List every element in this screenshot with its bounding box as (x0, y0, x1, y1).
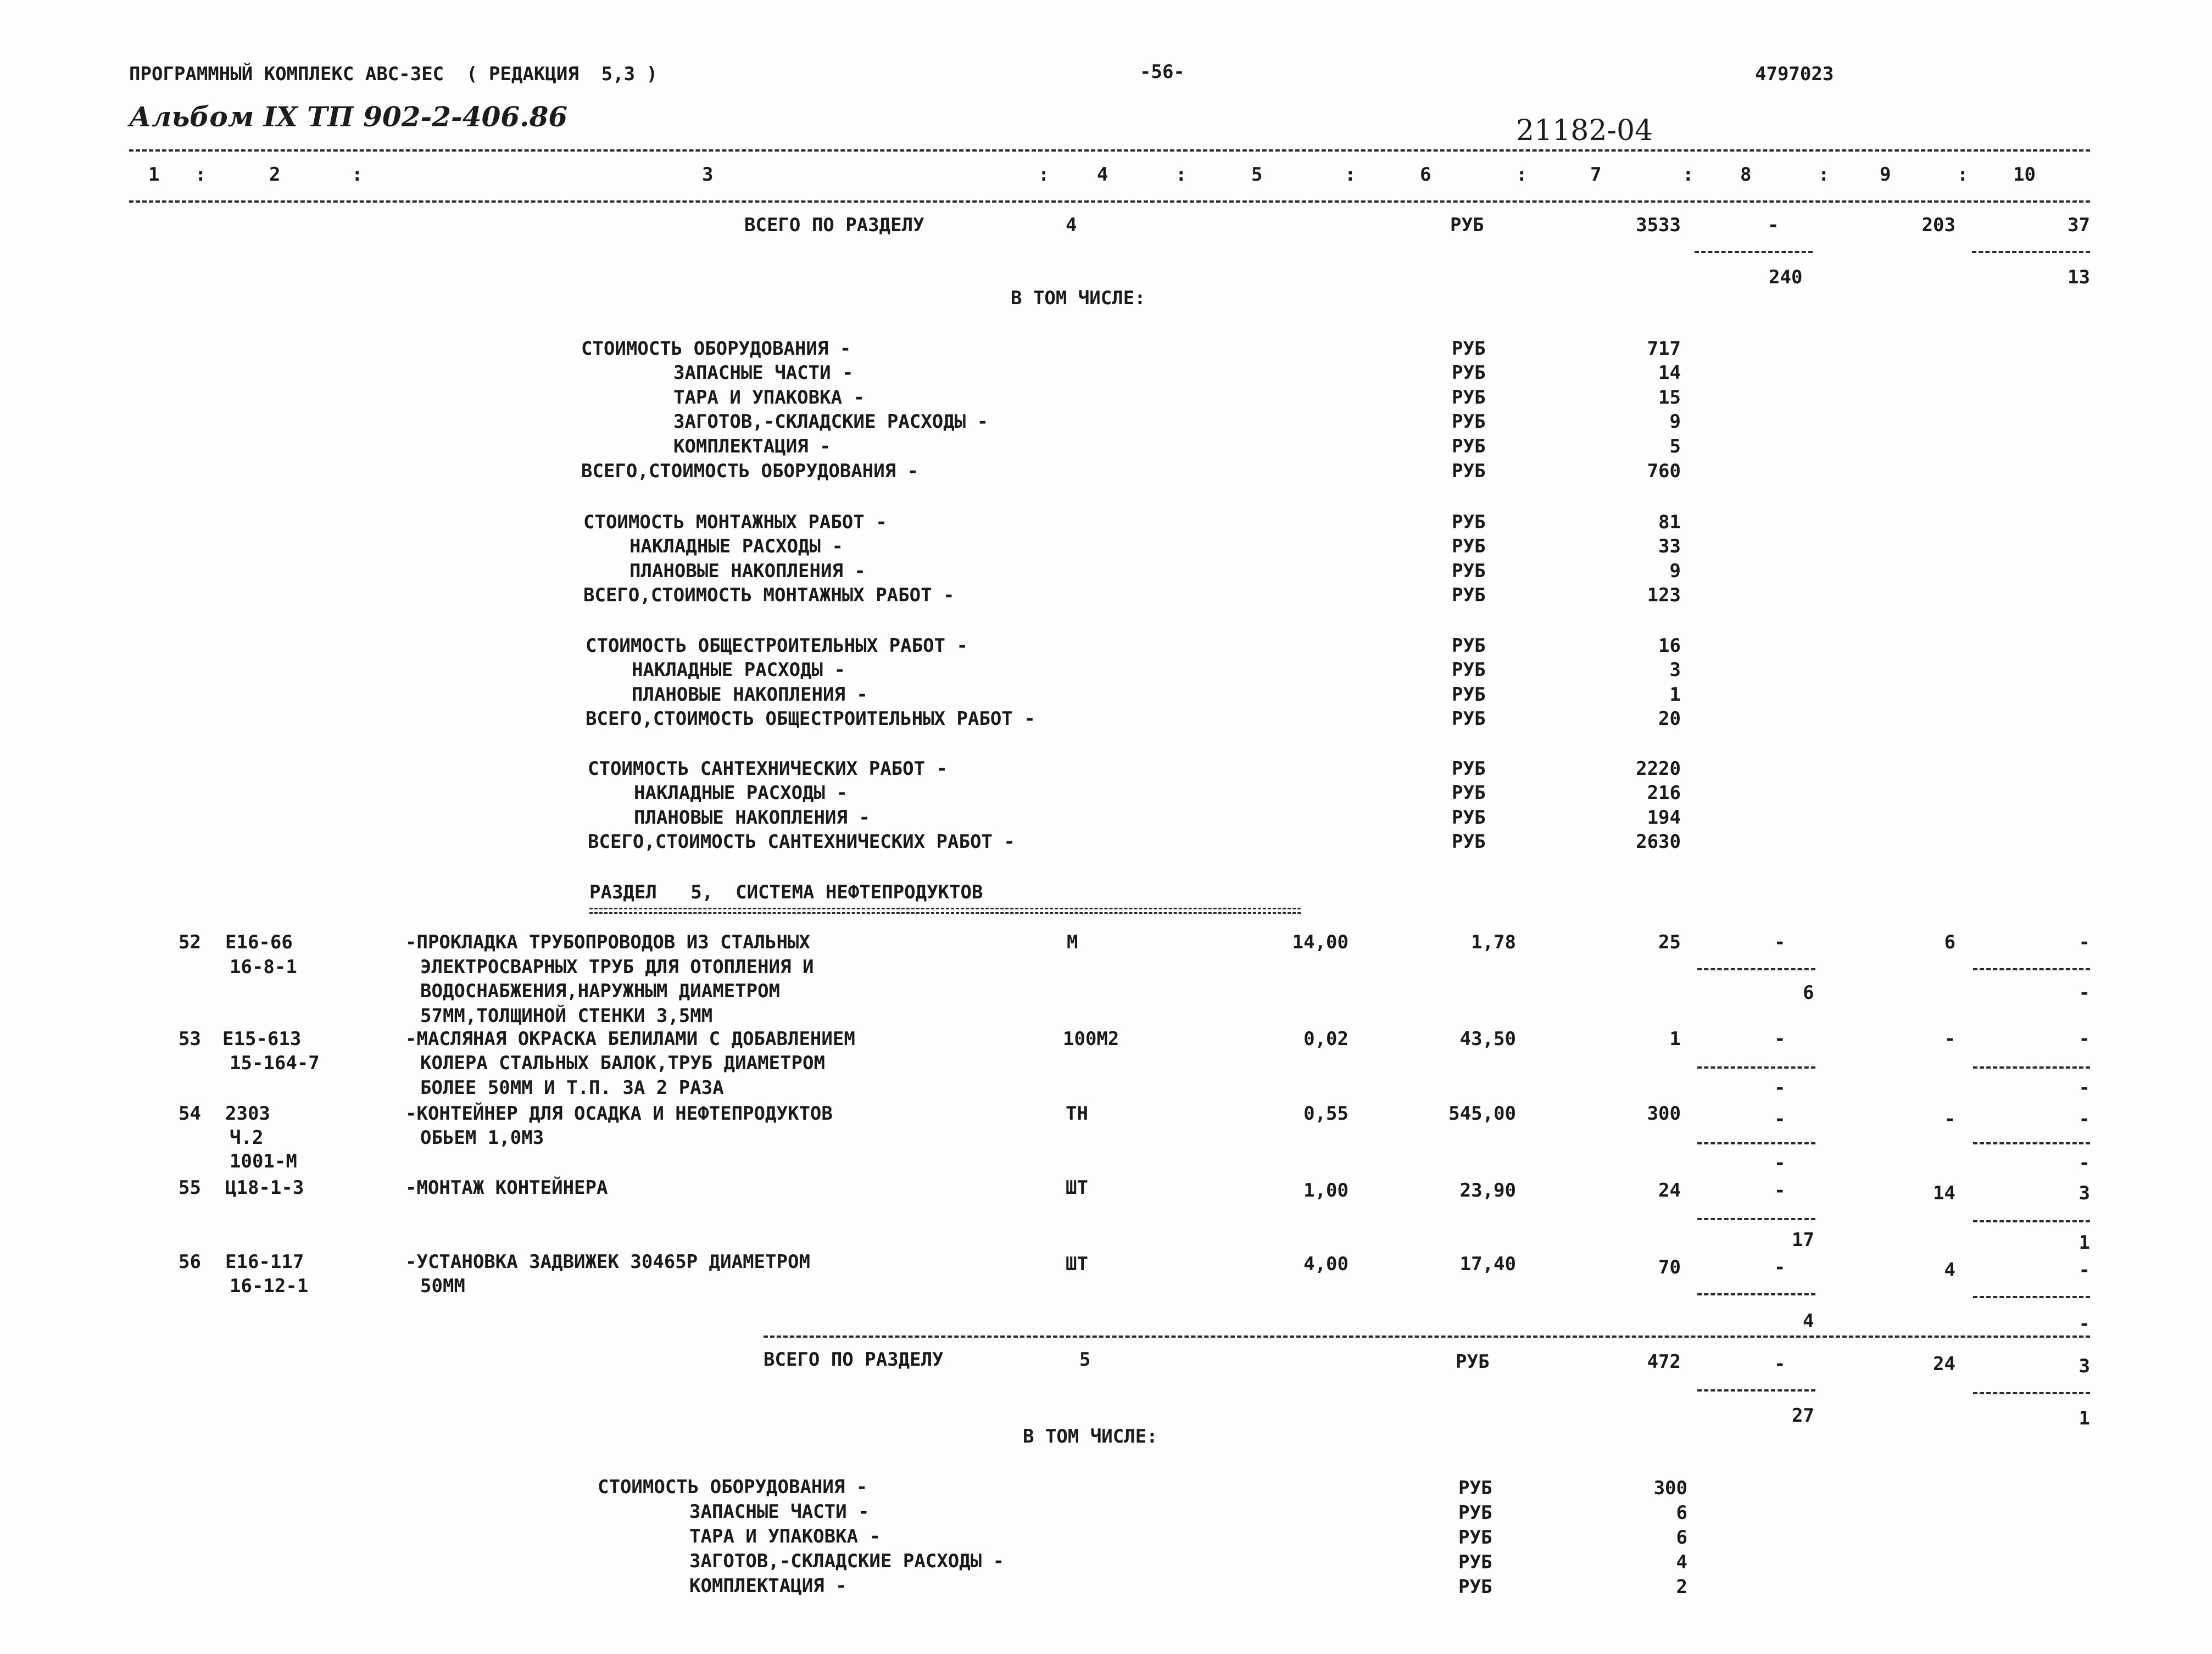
breakdown-value: 6 (1676, 1502, 1687, 1524)
total-c10-top: 3 (2079, 1355, 2090, 1377)
breakdown-label: ПЛАНОВЫЕ НАКОПЛЕНИЯ - (634, 807, 870, 829)
breakdown-unit: РУБ (1452, 659, 1486, 681)
item-description: ВОДОСНАБЖЕНИЯ,НАРУЖНЫМ ДИАМЕТРОМ (420, 980, 781, 1002)
item-number: 52 (179, 931, 201, 953)
item-c9: 6 (1944, 931, 1955, 953)
item-c8-top: - (1774, 1180, 1786, 1202)
item-description: ОБЬЕМ 1,0М3 (420, 1127, 544, 1149)
breakdown-unit: РУБ (1452, 511, 1486, 533)
breakdown-value: 16 (1658, 635, 1681, 657)
breakdown-unit: РУБ (1452, 782, 1486, 804)
c8-rule (1697, 1142, 1815, 1144)
c8-rule (1697, 1066, 1815, 1069)
breakdown-label: НАКЛАДНЫЕ РАСХОДЫ - (632, 659, 845, 681)
col-sep: : (1345, 164, 1356, 186)
including-label: В ТОМ ЧИСЛЕ: (1011, 287, 1146, 309)
album-handwritten-note: Альбом IX ТП 902-2-406.86 (129, 100, 568, 133)
item-c10-bottom: - (2079, 1152, 2090, 1174)
total-label: ВСЕГО ПО РАЗДЕЛУ (764, 1349, 944, 1371)
item-c10-top: 3 (2079, 1182, 2090, 1204)
item-quantity: 0,55 (1303, 1103, 1349, 1125)
item-c10-top: - (2079, 1259, 2090, 1281)
breakdown-value: 9 (1669, 560, 1681, 582)
item-code: 2303 (225, 1103, 270, 1125)
breakdown-unit: РУБ (1452, 831, 1486, 853)
total-c10-top: 37 (2068, 214, 2090, 236)
breakdown-value: 15 (1658, 387, 1681, 409)
including-label: В ТОМ ЧИСЛЕ: (1023, 1426, 1158, 1448)
breakdown-label: СТОИМОСТЬ ОБЩЕСТРОИТЕЛЬНЫХ РАБОТ - (586, 635, 968, 657)
item-c8-bottom: 17 (1792, 1229, 1814, 1251)
breakdown-unit: РУБ (1452, 362, 1486, 384)
item-number: 54 (179, 1103, 201, 1125)
total-c8-bottom: 240 (1769, 266, 1803, 288)
breakdown-unit: РУБ (1452, 387, 1486, 409)
c10-rule (1972, 251, 2090, 253)
total-section-number: 5 (1079, 1349, 1091, 1371)
col-5: 5 (1251, 164, 1263, 186)
breakdown-unit: РУБ (1452, 635, 1486, 657)
item-unit-price: 545,00 (1448, 1103, 1516, 1125)
item-total: 70 (1658, 1256, 1681, 1278)
item-c10-top: - (2079, 931, 2090, 953)
item-description: -ПРОКЛАДКА ТРУБОПРОВОДОВ ИЗ СТАЛЬНЫХ (405, 931, 810, 953)
breakdown-value: 216 (1647, 782, 1681, 804)
item-description: 50ММ (420, 1275, 465, 1297)
item-total: 25 (1658, 931, 1681, 953)
program-header: ПРОГРАММНЫЙ КОМПЛЕКС АВС-ЗЕС ( РЕДАКЦИЯ 5,3 ) (129, 63, 658, 85)
estimate-number-handwritten: 21182-04 (1516, 114, 1653, 147)
breakdown-label: СТОИМОСТЬ ОБОРУДОВАНИЯ - (581, 338, 851, 360)
item-description: ЭЛЕКТРОСВАРНЫХ ТРУБ ДЛЯ ОТОПЛЕНИЯ И (420, 956, 814, 978)
c10-rule (1973, 1066, 2090, 1069)
breakdown-unit: РУБ (1452, 535, 1486, 557)
item-c10-bottom: - (2079, 1077, 2090, 1099)
col-2: 2 (269, 164, 281, 186)
item-description: -КОНТЕЙНЕР ДЛЯ ОСАДКА И НЕФТЕПРОДУКТОВ (405, 1103, 833, 1125)
total-c8-bottom: 27 (1792, 1405, 1814, 1427)
total-c8-top: - (1768, 214, 1779, 236)
item-c9: 14 (1933, 1182, 1955, 1204)
item-code: Ч.2 (230, 1127, 264, 1149)
item-quantity: 4,00 (1303, 1253, 1349, 1275)
item-code: 1001-М (230, 1150, 297, 1172)
item-c8-top: - (1774, 931, 1786, 953)
item-c8-bottom: - (1774, 1077, 1786, 1099)
breakdown-value: 6 (1676, 1527, 1687, 1549)
breakdown-unit: РУБ (1452, 460, 1486, 482)
c10-rule (1973, 1392, 2090, 1394)
total-c10-bottom: 1 (2079, 1407, 2090, 1429)
item-c10-bottom: - (2079, 1313, 2090, 1335)
item-c9: 4 (1944, 1259, 1955, 1281)
item-number: 55 (179, 1177, 201, 1199)
breakdown-label: ЗАПАСНЫЕ ЧАСТИ - (673, 362, 854, 384)
item-unit: ШТ (1066, 1253, 1088, 1275)
col-sep: : (352, 164, 363, 186)
item-code: 15-164-7 (230, 1052, 320, 1074)
breakdown-unit: РУБ (1458, 1551, 1492, 1573)
item-c10-top: - (2079, 1028, 2090, 1050)
item-unit: ТН (1066, 1103, 1088, 1125)
breakdown-value: 81 (1658, 511, 1681, 533)
section-total-rule (764, 1336, 2090, 1338)
breakdown-unit: РУБ (1452, 338, 1486, 360)
col-6: 6 (1420, 164, 1431, 186)
document-number: 4797023 (1755, 63, 1834, 85)
breakdown-label: ЗАГОТОВ,-СКЛАДСКИЕ РАСХОДЫ - (673, 411, 989, 433)
c10-rule (1973, 968, 2090, 970)
item-c8-bottom: - (1774, 1152, 1786, 1174)
breakdown-value: 300 (1653, 1477, 1687, 1499)
breakdown-unit: РУБ (1458, 1527, 1492, 1549)
item-unit-price: 23,90 (1459, 1180, 1516, 1202)
col-9: 9 (1880, 164, 1891, 186)
col-4: 4 (1097, 164, 1108, 186)
breakdown-label: ВСЕГО,СТОИМОСТЬ МОНТАЖНЫХ РАБОТ - (583, 584, 955, 606)
item-total: 1 (1669, 1028, 1681, 1050)
c8-rule (1697, 1389, 1815, 1392)
item-c10-top: - (2079, 1108, 2090, 1130)
breakdown-label: НАКЛАДНЫЕ РАСХОДЫ - (634, 782, 848, 804)
total-section-number: 4 (1066, 214, 1077, 236)
breakdown-value: 717 (1647, 338, 1681, 360)
total-c10-bottom: 13 (2068, 266, 2090, 288)
item-unit-price: 17,40 (1459, 1253, 1516, 1275)
item-quantity: 0,02 (1303, 1028, 1349, 1050)
breakdown-unit: РУБ (1452, 708, 1486, 730)
col-sep: : (1818, 164, 1830, 186)
item-c9: - (1944, 1028, 1955, 1050)
breakdown-value: 2630 (1636, 831, 1681, 853)
breakdown-label: СТОИМОСТЬ САНТЕХНИЧЕСКИХ РАБОТ - (588, 758, 948, 780)
breakdown-value: 2 (1676, 1576, 1687, 1598)
item-quantity: 14,00 (1292, 931, 1349, 953)
total-c7: 3533 (1636, 214, 1681, 236)
c8-rule (1697, 1218, 1815, 1220)
col-7: 7 (1590, 164, 1602, 186)
breakdown-unit: РУБ (1452, 807, 1486, 829)
item-description: КОЛЕРА СТАЛЬНЫХ БАЛОК,ТРУБ ДИАМЕТРОМ (420, 1052, 825, 1074)
item-c8-bottom: 4 (1803, 1310, 1814, 1332)
breakdown-unit: РУБ (1452, 435, 1486, 457)
breakdown-unit: РУБ (1452, 684, 1486, 706)
item-code: Е15-613 (222, 1028, 302, 1050)
item-total: 300 (1647, 1103, 1681, 1125)
item-code: Е16-117 (225, 1251, 304, 1273)
item-unit-price: 1,78 (1471, 931, 1516, 953)
top-rule (129, 149, 2090, 152)
c10-rule (1973, 1296, 2090, 1298)
breakdown-unit: РУБ (1452, 584, 1486, 606)
item-code: 16-8-1 (230, 956, 297, 978)
breakdown-label: СТОИМОСТЬ МОНТАЖНЫХ РАБОТ - (583, 511, 887, 533)
item-c8-top: - (1774, 1256, 1786, 1278)
item-unit: 100М2 (1063, 1028, 1119, 1050)
item-c8-top: - (1774, 1108, 1786, 1130)
breakdown-unit: РУБ (1452, 560, 1486, 582)
breakdown-label: ЗАГОТОВ,-СКЛАДСКИЕ РАСХОДЫ - (689, 1550, 1005, 1572)
breakdown-label: ТАРА И УПАКОВКА - (689, 1526, 881, 1547)
total-c9: 24 (1933, 1353, 1955, 1375)
breakdown-value: 20 (1658, 708, 1681, 730)
item-c10-bottom: - (2079, 982, 2090, 1004)
breakdown-value: 9 (1669, 411, 1681, 433)
breakdown-unit: РУБ (1452, 411, 1486, 433)
total-unit: РУБ (1456, 1351, 1490, 1373)
item-quantity: 1,00 (1303, 1180, 1349, 1202)
item-code: 16-12-1 (230, 1275, 309, 1297)
item-description: -МОНТАЖ КОНТЕЙНЕРА (405, 1177, 608, 1199)
col-sep: : (1038, 164, 1050, 186)
c8-rule (1695, 251, 1813, 253)
col-3: 3 (702, 164, 714, 186)
c10-rule (1973, 1220, 2090, 1222)
item-c10-bottom: 1 (2079, 1232, 2090, 1254)
breakdown-value: 760 (1647, 460, 1681, 482)
item-description: -УСТАНОВКА ЗАДВИЖЕК 30465Р ДИАМЕТРОМ (405, 1251, 810, 1273)
item-number: 53 (179, 1028, 201, 1050)
section-title-underline (589, 908, 1301, 914)
item-c8-bottom: 6 (1803, 982, 1814, 1004)
col-8: 8 (1740, 164, 1752, 186)
breakdown-value: 2220 (1636, 758, 1681, 780)
breakdown-unit: РУБ (1458, 1576, 1492, 1598)
breakdown-value: 194 (1647, 807, 1681, 829)
breakdown-label: КОМПЛЕКТАЦИЯ - (689, 1575, 847, 1597)
total-c9: 203 (1921, 214, 1955, 236)
item-description: БОЛЕЕ 50ММ И Т.П. ЗА 2 РАЗА (420, 1077, 724, 1099)
section-title: РАЗДЕЛ 5, СИСТЕМА НЕФТЕПРОДУКТОВ (589, 881, 983, 903)
breakdown-label: ВСЕГО,СТОИМОСТЬ ОБОРУДОВАНИЯ - (581, 460, 919, 482)
item-description: -МАСЛЯНАЯ ОКРАСКА БЕЛИЛАМИ С ДОБАВЛЕНИЕМ (405, 1028, 855, 1050)
col-sep: : (1957, 164, 1969, 186)
breakdown-value: 5 (1669, 435, 1681, 457)
breakdown-label: ЗАПАСНЫЕ ЧАСТИ - (689, 1501, 870, 1523)
breakdown-value: 33 (1658, 535, 1681, 557)
total-label: ВСЕГО ПО РАЗДЕЛУ (744, 214, 924, 236)
col-1: 1 (148, 164, 160, 186)
col-sep: : (1516, 164, 1528, 186)
item-code: Ц18-1-3 (225, 1177, 304, 1199)
page-number: -56- (1140, 61, 1185, 83)
total-unit: РУБ (1450, 214, 1484, 236)
item-unit: ШТ (1066, 1177, 1088, 1199)
breakdown-label: ПЛАНОВЫЕ НАКОПЛЕНИЯ - (629, 560, 866, 582)
breakdown-label: СТОИМОСТЬ ОБОРУДОВАНИЯ - (598, 1476, 868, 1498)
col-sep: : (1682, 164, 1694, 186)
header-bottom-rule (129, 200, 2090, 203)
item-number: 56 (179, 1251, 201, 1273)
breakdown-unit: РУБ (1458, 1477, 1492, 1499)
col-sep: : (195, 164, 207, 186)
breakdown-label: НАКЛАДНЫЕ РАСХОДЫ - (629, 535, 843, 557)
breakdown-label: ПЛАНОВЫЕ НАКОПЛЕНИЯ - (632, 684, 868, 706)
breakdown-label: ТАРА И УПАКОВКА - (673, 387, 865, 409)
breakdown-value: 123 (1647, 584, 1681, 606)
item-c8-top: - (1774, 1028, 1786, 1050)
col-sep: : (1175, 164, 1187, 186)
c8-rule (1697, 968, 1815, 970)
breakdown-label: ВСЕГО,СТОИМОСТЬ САНТЕХНИЧЕСКИХ РАБОТ - (588, 831, 1015, 853)
item-unit: М (1067, 931, 1078, 953)
breakdown-value: 4 (1676, 1551, 1687, 1573)
item-code: Е16-66 (225, 931, 293, 953)
c10-rule (1973, 1142, 2090, 1144)
breakdown-label: КОМПЛЕКТАЦИЯ - (673, 435, 831, 457)
item-total: 24 (1658, 1180, 1681, 1202)
item-c9: - (1944, 1108, 1955, 1130)
total-c8-top: - (1774, 1353, 1786, 1375)
breakdown-value: 14 (1658, 362, 1681, 384)
total-c7: 472 (1647, 1351, 1681, 1373)
breakdown-label: ВСЕГО,СТОИМОСТЬ ОБЩЕСТРОИТЕЛЬНЫХ РАБОТ - (586, 708, 1035, 730)
item-unit-price: 43,50 (1459, 1028, 1516, 1050)
col-10: 10 (2013, 164, 2036, 186)
breakdown-unit: РУБ (1458, 1502, 1492, 1524)
c8-rule (1697, 1293, 1815, 1295)
item-description: 57ММ,ТОЛЩИНОЙ СТЕНКИ 3,5ММ (420, 1005, 713, 1027)
breakdown-value: 1 (1669, 684, 1681, 706)
breakdown-value: 3 (1669, 659, 1681, 681)
breakdown-unit: РУБ (1452, 758, 1486, 780)
